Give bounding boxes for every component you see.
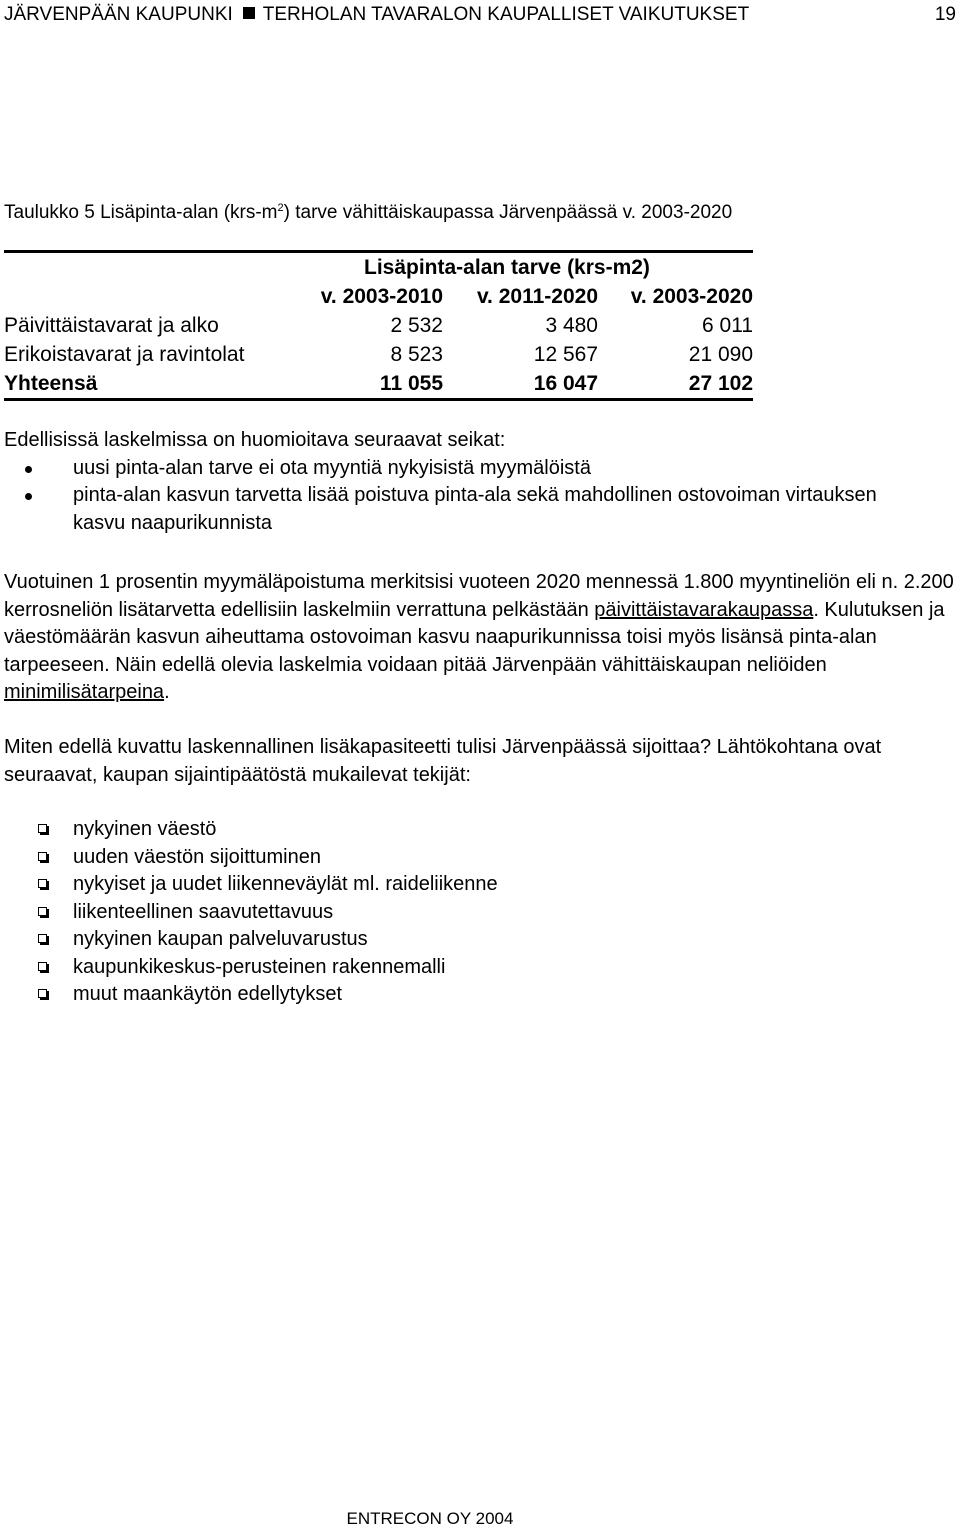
header-title: TERHOLAN TAVARALON KAUPALLISET VAIKUTUKSET bbox=[262, 4, 750, 25]
column-header: v. 2003-2020 bbox=[630, 285, 753, 308]
checkbox-bullet-icon bbox=[38, 824, 47, 833]
row-label: Päivittäistavarat ja alko bbox=[4, 314, 219, 337]
list-item: nykyinen väestö bbox=[4, 816, 956, 844]
page-footer: ENTRECON OY 2004 bbox=[346, 1509, 514, 1528]
table-cell: 12 567 bbox=[533, 343, 598, 366]
table-bottom-rule bbox=[4, 398, 753, 401]
page-number: 19 bbox=[934, 4, 956, 25]
checkbox-bullet-icon bbox=[38, 934, 47, 943]
table-cell: 21 090 bbox=[688, 343, 753, 366]
table-cell: 3 480 bbox=[545, 314, 598, 337]
list-item: pinta-alan kasvun tarvetta lisää poistuva pinta-ala sekä mahdollinen ostovoiman virtauksen kasvu naapurikunnista bbox=[4, 482, 893, 537]
checkbox-bullet-icon bbox=[38, 852, 47, 861]
table-total-row bbox=[4, 369, 753, 398]
table-cell: 11 055 bbox=[379, 372, 443, 395]
table-column-header-row bbox=[4, 282, 753, 311]
checkbox-bullet-icon bbox=[38, 879, 47, 888]
notes-intro: Edellisissä laskelmissa on huomioitava seuraavat seikat: bbox=[4, 429, 506, 451]
table-group-header: Lisäpinta-alan tarve (krs-m2) bbox=[364, 256, 650, 279]
list-item: liikenteellinen saavutettavuus bbox=[4, 899, 956, 927]
checkbox-bullet-icon bbox=[38, 962, 47, 971]
checkbox-bullet-icon bbox=[38, 989, 47, 998]
list-item: muut maankäytön edellytykset bbox=[4, 981, 956, 1009]
checkbox-bullet-icon bbox=[38, 907, 47, 916]
list-item: nykyinen kaupan palveluvarustus bbox=[4, 926, 956, 954]
list-item: uuden väestön sijoittuminen bbox=[4, 844, 956, 872]
row-label: Yhteensä bbox=[4, 372, 98, 395]
location-factors-list bbox=[4, 816, 956, 1009]
row-label: Erikoistavarat ja ravintolat bbox=[4, 343, 245, 366]
header-organization: JÄRVENPÄÄN KAUPUNKI bbox=[4, 4, 233, 25]
table-caption: Taulukko 5 Lisäpinta-alan $(krs-m^2)$ tarve vähittäiskaupassa Järvenpäässä v. 2003-2020 bbox=[4, 202, 733, 223]
square-bullet-icon bbox=[243, 7, 255, 19]
bullet-dot-icon bbox=[25, 466, 32, 473]
table-group-header-row bbox=[4, 253, 753, 282]
table-row bbox=[4, 340, 753, 369]
table-cell: 2 532 bbox=[390, 314, 443, 337]
table-cell: 6 011 bbox=[702, 314, 753, 337]
notes-section bbox=[4, 427, 956, 537]
column-header: v. 2011-2020 bbox=[476, 285, 598, 308]
column-header: v. 2003-2010 bbox=[320, 285, 443, 308]
table-row bbox=[4, 311, 753, 340]
table-cell: 27 102 bbox=[688, 372, 753, 395]
bullet-dot-icon bbox=[25, 493, 32, 500]
paragraph-removal: Vuotuinen 1 prosentin myymäläpoistuma merkitsisi vuoteen 2020 mennessä 1.800 myyntineliön eli n. 2.200 kerrosneliön lisätarvetta edellisiin laskelmiin verrattuna pelkästään päivittäistavarakaupassa. Kulutuksen ja väestömäärän kasvun aiheuttama ostovoiman kasvu naapurikunnissa toisi myös lisänsä pinta-alan tarpeeseen. Näin edellä olevia laskelmia voidaan pitää Järvenpään vähittäiskaupan neliöiden minimilisätarpeina. bbox=[4, 571, 954, 703]
table-cell: 8 523 bbox=[390, 343, 443, 366]
list-item: kaupunkikeskus-perusteinen rakennemalli bbox=[4, 954, 956, 982]
paragraph-location-question: Miten edellä kuvattu laskennallinen lisäkapasiteetti tulisi Järvenpäässä sijoittaa? Lähtökohtana ovat seuraavat, kaupan sijaintipäätöstä mukailevat tekijät: bbox=[4, 736, 882, 786]
list-item: uusi pinta-alan tarve ei ota myyntiä nykyisistä myymälöistä bbox=[4, 455, 956, 483]
list-item: nykyiset ja uudet liikenneväylät ml. raideliikenne bbox=[4, 871, 956, 899]
table-cell: 16 047 bbox=[533, 372, 598, 395]
page-header bbox=[4, 3, 749, 27]
area-demand-table bbox=[4, 250, 753, 401]
